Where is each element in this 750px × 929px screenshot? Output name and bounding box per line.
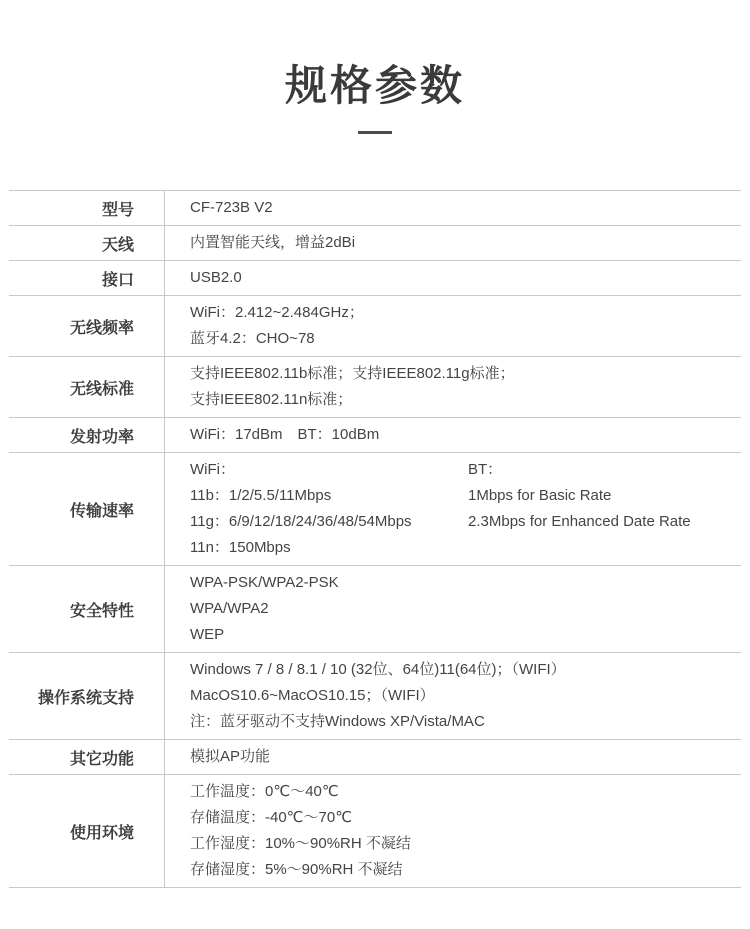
row-label: 发射功率 bbox=[9, 418, 165, 452]
table-row bbox=[9, 261, 741, 296]
value-line: 工作湿度：10%～90%RH 不凝结 bbox=[190, 835, 411, 852]
table-row bbox=[9, 226, 741, 261]
row-label: 天线 bbox=[9, 226, 165, 260]
rate-col-wifi bbox=[190, 457, 468, 561]
value-line: WiFi：2.412~2.484GHz； bbox=[190, 304, 364, 321]
row-value bbox=[165, 191, 741, 225]
value-line: BT： bbox=[468, 461, 503, 478]
row-value bbox=[165, 418, 741, 452]
table-row bbox=[9, 775, 741, 888]
value-line: 11g：6/9/12/18/24/36/48/54Mbps bbox=[190, 513, 412, 530]
row-value bbox=[165, 653, 741, 739]
row-label: 无线频率 bbox=[9, 296, 165, 356]
title-underline-dash bbox=[358, 131, 392, 134]
row-label: 无线标准 bbox=[9, 357, 165, 417]
value-line: 蓝牙4.2：CHO~78 bbox=[190, 330, 315, 347]
row-value bbox=[165, 566, 741, 652]
value-line: 工作温度：0℃～40℃ bbox=[190, 783, 339, 800]
table-row bbox=[9, 566, 741, 653]
value-line: USB2.0 bbox=[190, 269, 242, 286]
value-line: 模拟AP功能 bbox=[190, 748, 271, 765]
value-line: 2.3Mbps for Enhanced Date Rate bbox=[468, 513, 691, 530]
table-row bbox=[9, 740, 741, 775]
row-label: 操作系统支持 bbox=[9, 653, 165, 739]
value-line: 11b：1/2/5.5/11Mbps bbox=[190, 487, 332, 504]
row-value bbox=[165, 296, 741, 356]
value-line: 注：蓝牙驱动不支持Windows XP/Vista/MAC bbox=[190, 713, 485, 730]
row-label: 传输速率 bbox=[9, 453, 165, 565]
value-line: 内置智能天线，增益2dBi bbox=[190, 234, 356, 251]
value-line: WPA/WPA2 bbox=[190, 600, 269, 617]
row-label: 使用环境 bbox=[9, 775, 165, 887]
table-row bbox=[9, 453, 741, 566]
value-line: WPA-PSK/WPA2-PSK bbox=[190, 574, 339, 591]
row-value bbox=[165, 740, 741, 774]
value-line: Windows 7 / 8 / 8.1 / 10 (32位、64位)11(64位)；（WIFI） bbox=[190, 661, 566, 678]
table-row bbox=[9, 653, 741, 740]
row-label: 接口 bbox=[9, 261, 165, 295]
row-value bbox=[165, 357, 741, 417]
table-row bbox=[9, 296, 741, 357]
value-line: 支持IEEE802.11b标准；支持IEEE802.11g标准； bbox=[190, 365, 515, 382]
value-line: WiFi：17dBm BT：10dBm bbox=[190, 426, 380, 443]
row-value bbox=[165, 453, 741, 565]
value-line: WEP bbox=[190, 626, 225, 643]
spec-table bbox=[9, 190, 741, 888]
value-line: CF-723B V2 bbox=[190, 199, 273, 216]
row-label: 其它功能 bbox=[9, 740, 165, 774]
value-line: MacOS10.6~MacOS10.15；（WIFI） bbox=[190, 687, 435, 704]
row-label: 安全特性 bbox=[9, 566, 165, 652]
row-value bbox=[165, 261, 741, 295]
row-label: 型号 bbox=[9, 191, 165, 225]
table-row bbox=[9, 357, 741, 418]
value-line: 1Mbps for Basic Rate bbox=[468, 487, 612, 504]
value-line: 存储温度：-40℃～70℃ bbox=[190, 809, 353, 826]
value-line: 11n：150Mbps bbox=[190, 539, 291, 556]
table-row bbox=[9, 418, 741, 453]
value-line: WiFi： bbox=[190, 461, 235, 478]
row-value bbox=[165, 775, 741, 887]
value-line: 支持IEEE802.11n标准； bbox=[190, 391, 353, 408]
page-title: 规格参数 bbox=[284, 62, 465, 109]
row-value bbox=[165, 226, 741, 260]
table-row bbox=[9, 191, 741, 226]
rate-columns bbox=[190, 457, 731, 561]
value-line: 存储湿度：5%～90%RH 不凝结 bbox=[190, 861, 403, 878]
rate-col-bt bbox=[468, 457, 731, 535]
